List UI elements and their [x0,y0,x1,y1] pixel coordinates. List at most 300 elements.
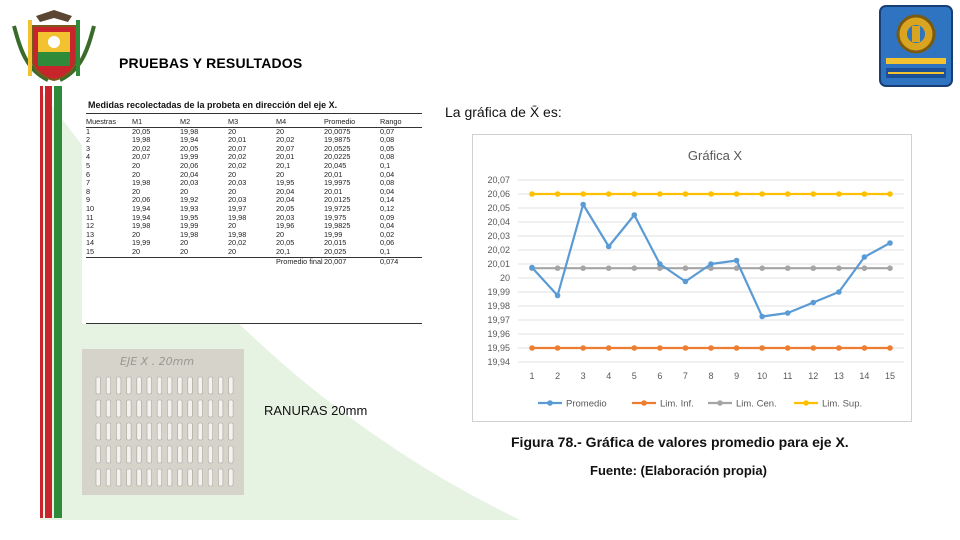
table-cell: 20,07 [276,143,295,153]
slot-groove [208,446,213,463]
y-tick-label: 20,06 [487,189,510,199]
table-cell: 0,08 [380,152,395,162]
table-cell: 0,1 [380,160,391,170]
slot-groove [208,377,213,394]
table-cell: 20 [180,238,189,248]
data-point [759,191,765,197]
x-tick-label: 3 [580,371,586,381]
slot-groove [188,469,193,486]
table-cell: 19,99 [324,229,343,239]
slot-groove [167,469,172,486]
slot-groove [157,446,162,463]
data-point [708,261,714,267]
data-point [759,314,765,320]
data-point [810,345,816,351]
data-point [759,345,765,351]
data-point [734,191,740,197]
table-cell: 20,07 [132,152,151,162]
slot-groove [137,423,142,440]
table-cell: 20,02 [228,238,247,248]
table-cell: 14 [86,238,95,248]
table-cell: 20,01 [324,186,343,196]
data-point [580,191,586,197]
table-cell: 0,08 [380,178,395,188]
table-header-cell: M3 [228,117,239,126]
data-point [785,345,791,351]
data-point [887,345,893,351]
y-tick-label: 19,98 [487,301,510,311]
table-cell: 19,94 [180,135,199,145]
data-point [785,265,791,271]
table-cell: 20 [180,246,189,256]
table-header-cell: M4 [276,117,287,126]
x-tick-label: 11 [783,371,793,381]
legend-swatch-marker [717,400,723,406]
table-cell: 20 [276,126,285,136]
table-cell: 20 [228,186,237,196]
slot-groove [137,377,142,394]
x-tick-label: 9 [734,371,740,381]
data-point [810,265,816,271]
table-header-cell: Rango [380,117,402,126]
table-cell: 0,12 [380,203,395,213]
data-point [529,265,535,271]
slot-groove [106,446,111,463]
table-cell: 20,02 [132,143,151,153]
slot-groove [157,377,162,394]
photo-handwritten-label: EJE X . 20mm [120,355,195,368]
table-caption: Medidas recolectadas de la probeta en dirección del eje X. [88,100,338,110]
data-point [862,265,868,271]
table-cell: 0,02 [380,229,395,239]
final-average-label: Promedio final [276,256,323,266]
slot-groove [229,423,234,440]
table-header-cell: Promedio [324,117,356,126]
table-cell: 19,94 [132,212,151,222]
slot-groove [229,377,234,394]
data-point [708,345,714,351]
slot-groove [96,377,101,394]
table-cell: 2 [86,135,91,145]
slot-groove [137,446,142,463]
slot-groove [229,446,234,463]
table-cell: 1 [86,126,91,136]
slot-groove [178,423,183,440]
table-cell: 20,0125 [324,195,351,205]
slot-groove [127,423,132,440]
figure-caption: Figura 78.- Gráfica de valores promedio para eje X. [511,434,849,450]
table-cell: 20 [228,246,237,256]
x-tick-label: 12 [808,371,819,381]
slot-groove [127,446,132,463]
table-cell: 4 [86,152,91,162]
table-cell: 0,05 [380,143,395,153]
legend-label: Promedio [566,398,607,410]
table-cell: 19,98 [132,221,151,231]
table-cell: 19,94 [132,203,151,213]
table-cell: 20,07 [228,143,247,153]
data-point [631,212,637,218]
slot-groove [198,400,203,417]
table-cell: 19,95 [276,178,295,188]
slot-groove [147,400,152,417]
data-point [657,345,663,351]
data-point [734,258,740,264]
slot-groove [229,400,234,417]
table-cell: 20,0525 [324,143,351,153]
university-crest-logo [8,8,100,84]
table-header-cell: M1 [132,117,143,126]
table-cell: 20,1 [276,160,291,170]
table-row [86,248,422,257]
table-cell: 20,04 [180,169,199,179]
data-point [759,265,765,271]
specimen-slots-graphic [82,349,244,495]
slot-groove [167,377,172,394]
data-point [606,191,612,197]
slot-groove [96,400,101,417]
table-cell: 19,96 [276,221,295,231]
slot-groove [106,377,111,394]
mechatronics-engineering-logo [878,4,954,88]
table-cell: 20,02 [228,160,247,170]
slot-groove [198,469,203,486]
slot-groove [127,400,132,417]
table-cell: 20 [276,229,285,239]
x-tick-label: 7 [682,371,688,381]
data-point [785,310,791,316]
table-cell: 0,08 [380,135,395,145]
table-cell: 19,98 [132,135,151,145]
table-cell: 20,045 [324,160,347,170]
table-cell: 0,04 [380,169,395,179]
table-top-rule [86,113,422,114]
xbar-control-chart [472,134,912,422]
data-point [529,191,535,197]
legend-label: Lim. Cen. [736,398,777,410]
y-tick-label: 19,99 [487,287,510,297]
slot-groove [218,469,223,486]
slot-groove [96,446,101,463]
slot-groove [147,423,152,440]
slot-groove [137,400,142,417]
table-header-row [86,118,422,127]
table-cell: 20,02 [228,152,247,162]
table-cell: 20 [132,186,141,196]
data-point [606,244,612,250]
table-cell: 20,03 [228,178,247,188]
table-cell: 15 [86,246,95,256]
slot-groove [188,377,193,394]
slot-groove [157,423,162,440]
data-point [606,265,612,271]
x-tick-label: 2 [555,371,561,381]
data-point [887,240,893,246]
table-cell: 20,05 [180,143,199,153]
table-cell: 8 [86,186,91,196]
slot-groove [188,446,193,463]
table-cell: 0,1 [380,246,391,256]
x-tick-label: 8 [708,371,714,381]
data-point [631,191,637,197]
data-point [580,265,586,271]
slot-groove [116,423,121,440]
slot-groove [147,446,152,463]
decorative-stripes [40,86,66,518]
table-cell: 20 [180,186,189,196]
table-cell: 19,98 [132,178,151,188]
data-point [683,345,689,351]
slot-groove [147,469,152,486]
y-tick-label: 20,02 [487,245,510,255]
data-point [529,345,535,351]
table-cell: 0,06 [380,238,395,248]
data-point [708,191,714,197]
legend-swatch-marker [641,400,647,406]
y-tick-label: 19,96 [487,329,510,339]
table-cell: 20,02 [276,135,295,145]
measurements-table-panel [82,96,424,324]
slot-groove [106,469,111,486]
data-point [580,202,586,208]
slot-groove [106,400,111,417]
table-cell: 19,97 [228,203,247,213]
table-cell: 20,03 [276,212,295,222]
data-point [887,191,893,197]
table-cell: 20,04 [276,186,295,196]
slot-groove [208,469,213,486]
slot-groove [127,377,132,394]
slot-groove [167,446,172,463]
table-cell: 20,06 [180,160,199,170]
slot-groove [127,469,132,486]
table-cell [228,257,276,266]
slot-groove [218,377,223,394]
slot-groove [229,469,234,486]
table-cell: 19,92 [180,195,199,205]
table-cell: 0,09 [380,212,395,222]
slot-groove [178,400,183,417]
table-cell: 19,98 [180,126,199,136]
y-tick-label: 20,05 [487,203,510,213]
y-tick-label: 20 [499,273,510,283]
table-cell: 0,04 [380,221,395,231]
slot-groove [178,446,183,463]
slot-groove [96,423,101,440]
table-cell: 5 [86,160,91,170]
data-point [683,191,689,197]
data-point [836,345,842,351]
x-tick-label: 10 [757,371,768,381]
x-tick-label: 15 [884,371,896,381]
data-point [631,265,637,271]
slot-groove [106,423,111,440]
table-cell: 19,99 [132,238,151,248]
chart-intro-text: La gráfica de X̄ es: [445,104,562,120]
data-point [810,300,816,306]
slot-groove [218,423,223,440]
data-point [555,265,561,271]
slot-groove [116,377,121,394]
slot-groove [188,423,193,440]
slot-groove [157,469,162,486]
legend-swatch-marker [803,400,809,406]
data-point [862,254,868,260]
y-tick-label: 19,97 [487,315,510,325]
table-cell: 20 [276,169,285,179]
table-cell: 0,04 [380,186,395,196]
table-cell: 3 [86,143,91,153]
data-point [887,265,893,271]
table-cell: 20,025 [324,246,347,256]
x-tick-label: 5 [631,371,637,381]
specimen-photo [82,349,244,495]
data-point [836,289,842,295]
slot-groove [116,446,121,463]
table-cell: 0,074 [380,257,422,266]
table-cell: 19,98 [180,229,199,239]
table-cell: 9 [86,195,91,205]
table-cell: 20,01 [228,135,247,145]
slot-groove [208,400,213,417]
y-tick-label: 20,04 [487,217,510,227]
slot-groove [198,446,203,463]
table-cell: 19,9825 [324,221,351,231]
table-cell: 0,14 [380,195,395,205]
table-cell: 20,01 [324,169,343,179]
x-tick-label: 1 [529,371,535,381]
slot-groove [167,423,172,440]
table-cell: 19,9875 [324,135,351,145]
table-cell: 19,95 [180,212,199,222]
table-cell: 19,98 [228,212,247,222]
slot-groove [137,469,142,486]
table-cell: 19,99 [180,221,199,231]
table-cell: 20 [132,246,141,256]
x-tick-label: 4 [606,371,612,381]
data-point [555,191,561,197]
slot-groove [178,469,183,486]
table-cell: 20 [228,126,237,136]
legend-swatch-marker [547,400,553,406]
data-point [555,293,561,299]
y-tick-label: 20,03 [487,231,510,241]
table-cell: 20,05 [132,126,151,136]
slot-groove [178,377,183,394]
table-cell: 20,0075 [324,126,351,136]
table-body [86,127,422,266]
slot-groove [96,469,101,486]
table-cell: 19,98 [228,229,247,239]
table-final-row [86,257,422,266]
table-cell: 19,99 [180,152,199,162]
y-tick-label: 20,07 [487,175,510,185]
table-cell [180,257,228,266]
table-cell: 0,07 [380,126,395,136]
data-point [657,191,663,197]
table-cell: 19,9975 [324,178,351,188]
data-point [683,265,689,271]
table-cell: 20,03 [180,178,199,188]
table-cell: 6 [86,169,91,179]
table-cell: 20,0225 [324,152,351,162]
table-cell: 20 [228,169,237,179]
slot-groove [116,400,121,417]
table-cell: 20,05 [276,203,295,213]
table-cell: 11 [86,212,94,222]
table-cell: 19,975 [324,212,347,222]
data-point [862,345,868,351]
data-point [580,345,586,351]
data-point [683,279,689,285]
table-cell: 20,05 [276,238,295,248]
x-tick-label: 14 [859,371,870,381]
table-cell: 20,1 [276,246,291,256]
table-header-cell: M2 [180,117,191,126]
y-tick-label: 19,95 [487,343,510,353]
table-cell: 10 [86,203,95,213]
data-point [862,191,868,197]
data-point [810,191,816,197]
table-cell: 20 [132,229,141,239]
data-point [836,191,842,197]
page-title: PRUEBAS Y RESULTADOS [119,55,303,71]
slot-groove [208,423,213,440]
table-cell: 20,03 [228,195,247,205]
table-cell: 12 [86,221,95,231]
table-header-cell: Muestras [86,117,117,126]
table-cell: 20,06 [132,195,151,205]
legend-label: Lim. Sup. [822,398,863,410]
table-cell: 19,9725 [324,203,351,213]
x-tick-label: 13 [833,371,844,381]
table-cell: 19,93 [180,203,199,213]
slot-groove [188,400,193,417]
slot-groove [218,446,223,463]
photo-caption: RANURAS 20mm [264,403,368,418]
data-point [785,191,791,197]
data-point [555,345,561,351]
table-cell: 20,015 [324,238,347,248]
chart-title: Gráfica X [687,148,743,163]
table-cell: 13 [86,229,95,239]
slot-groove [157,400,162,417]
table-bottom-rule [86,323,422,324]
slot-groove [198,423,203,440]
y-tick-label: 19,94 [487,357,510,367]
table-cell [86,257,132,266]
data-point [606,345,612,351]
legend-label: Lim. Inf. [660,398,694,410]
table-cell: 20 [132,160,141,170]
table-cell: 20 [228,221,237,231]
source-caption: Fuente: (Elaboración propia) [590,463,767,478]
data-point [657,261,663,267]
slot-groove [147,377,152,394]
table-cell: 20,007 [324,257,380,266]
slot-groove [167,400,172,417]
slot-groove [218,400,223,417]
measurements-table [86,118,422,266]
slot-groove [116,469,121,486]
data-point [734,345,740,351]
data-point [836,265,842,271]
table-cell: 20,01 [276,152,295,162]
slot-groove [198,377,203,394]
table-cell: 20,04 [276,195,295,205]
table-cell [132,257,180,266]
y-tick-label: 20,01 [487,259,510,269]
